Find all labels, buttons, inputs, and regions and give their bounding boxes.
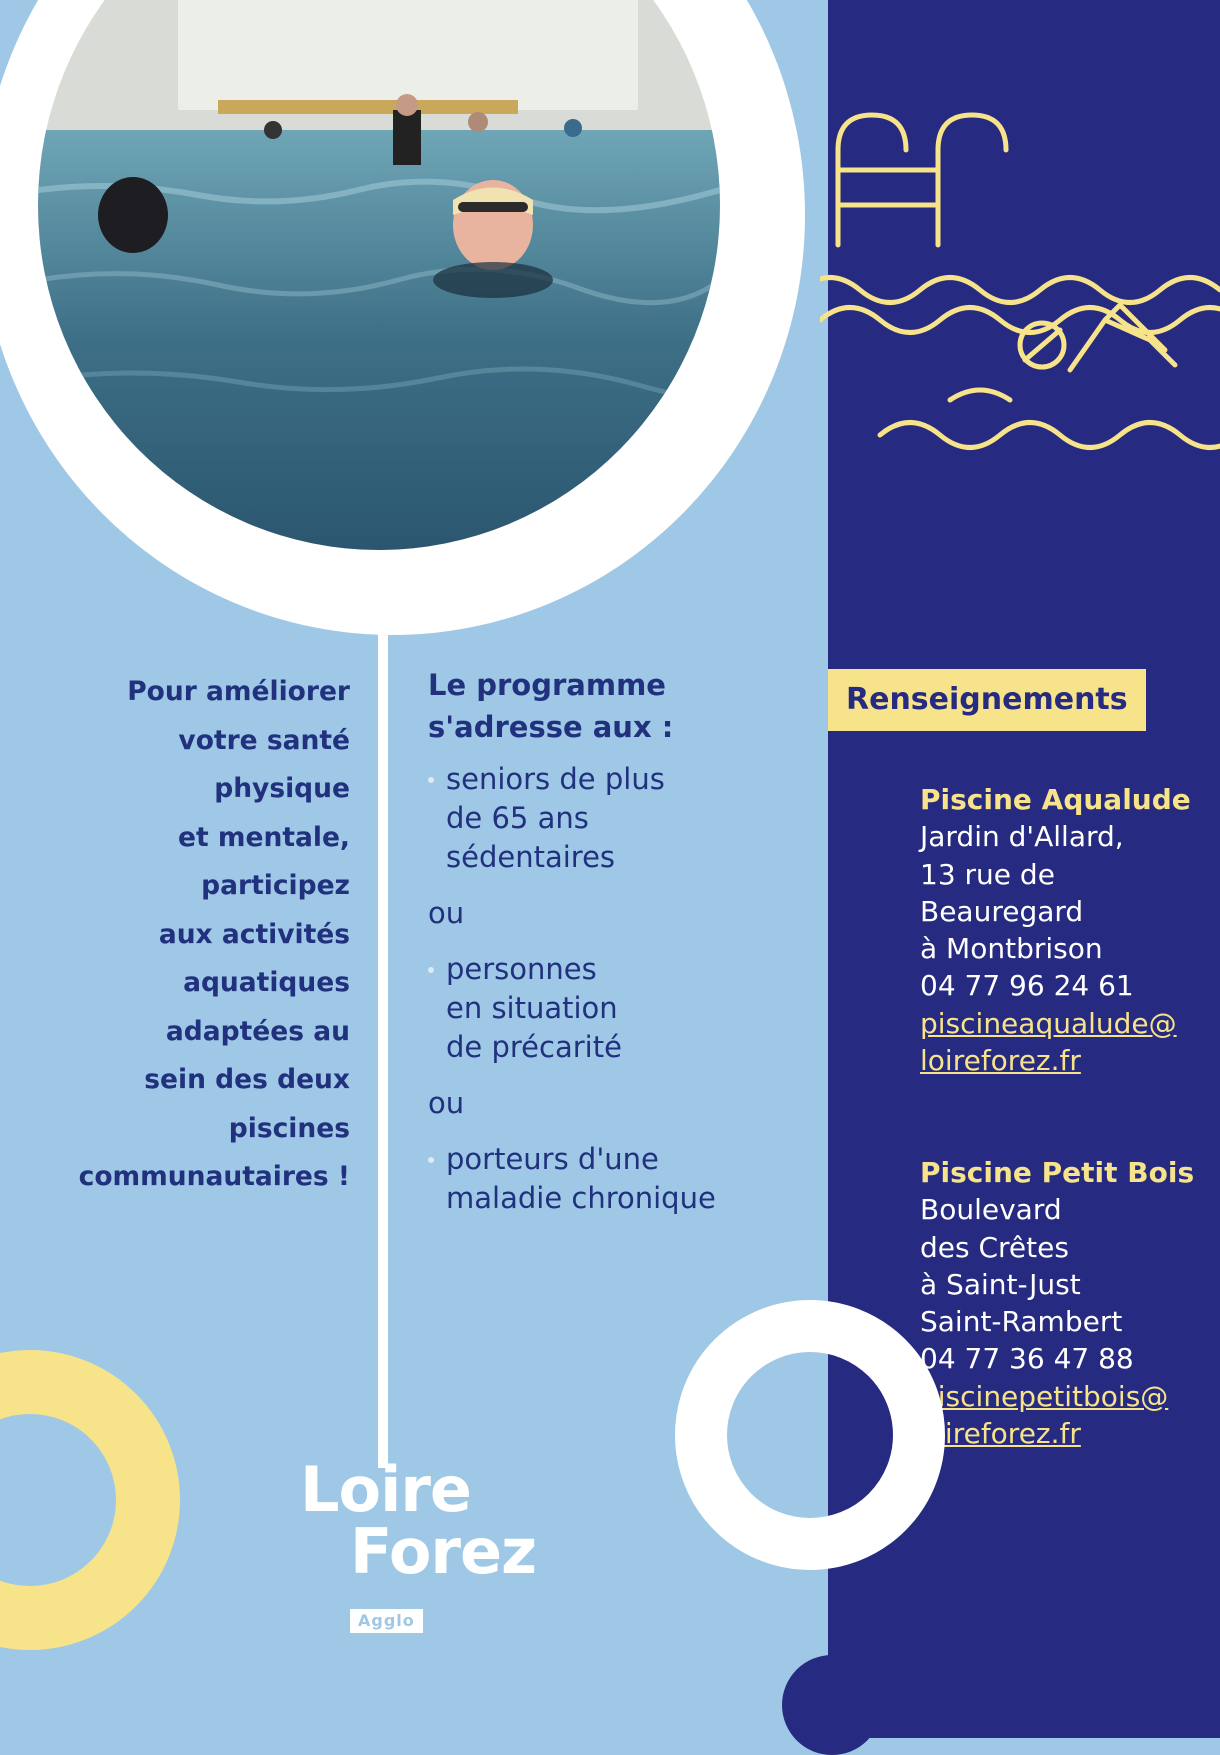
program-item-precarity (428, 950, 808, 1067)
intro-line: Pour améliorer (127, 676, 350, 707)
pool-address-line: des Crêtes (920, 1230, 1069, 1264)
logo-line-forez: Forez (350, 1515, 537, 1588)
intro-line: piscines (228, 1112, 350, 1144)
intro-line: aquatiques (183, 967, 350, 998)
pool-petit-bois (920, 1154, 1194, 1452)
intro-line: participez (201, 870, 350, 901)
intro-line: adaptées au (165, 1015, 350, 1047)
program-title-line: Le programme (428, 668, 666, 702)
pool-name: Piscine Aqualude (920, 783, 1191, 816)
intro-text (40, 668, 350, 1202)
pool-email-line[interactable]: piscinepetitbois@ (920, 1379, 1169, 1413)
bullet-dot (428, 777, 434, 783)
program-item-line: personnes (446, 952, 597, 986)
intro-line: et mentale, (178, 821, 350, 853)
loire-forez-logo (300, 1455, 570, 1640)
intro-line: votre santé (178, 724, 350, 756)
program-item-line: en situation (446, 991, 618, 1025)
pool-email-link[interactable] (920, 1378, 1194, 1453)
program-item-line: seniors de plus (446, 762, 665, 796)
pool-phone: 04 77 96 24 61 (920, 969, 1134, 1003)
intro-line: communautaires ! (78, 1161, 350, 1192)
decorative-white-ring (675, 1300, 945, 1570)
program-section (428, 664, 808, 1235)
pool-aqualude (920, 781, 1191, 1079)
pool-email-line[interactable]: loireforez.fr (920, 1417, 1081, 1451)
pool-address-line: Saint-Rambert (920, 1305, 1123, 1339)
divider-line (378, 620, 388, 1468)
program-item-line: sédentaires (446, 840, 616, 874)
program-item-chronic (428, 1140, 808, 1218)
pool-address-line: 13 rue de (920, 857, 1055, 891)
pool-name: Piscine Petit Bois (920, 1156, 1195, 1189)
logo-agglo-tag: Agglo (350, 1609, 423, 1633)
program-or: ou (428, 1086, 465, 1120)
program-item-line: porteurs d'une (446, 1142, 659, 1176)
info-heading-badge: Renseignements (828, 669, 1146, 731)
pool-address-line: Boulevard (920, 1193, 1062, 1227)
pool-email-line[interactable]: piscineaqualude@ (920, 1006, 1177, 1040)
pool-ladder-swimmer-icon (820, 95, 1220, 455)
bullet-dot (428, 967, 434, 973)
pool-phone: 04 77 36 47 88 (920, 1342, 1134, 1376)
pool-address-line: à Montbrison (920, 932, 1103, 966)
pool-address-line: Beauregard (920, 894, 1084, 928)
intro-line: sein des deux (144, 1064, 350, 1095)
pool-email-line[interactable]: loireforez.fr (920, 1044, 1081, 1078)
pool-address-line: Jardin d'Allard, (920, 820, 1124, 854)
program-item-line: de 65 ans (446, 801, 589, 835)
intro-line: aux activités (158, 918, 350, 950)
program-item-line: de précarité (446, 1030, 622, 1064)
pool-email-link[interactable] (920, 1005, 1191, 1080)
logo-line-loire: Loire (300, 1453, 471, 1526)
program-title-line: s'adresse aux : (428, 710, 674, 744)
pool-address-line: à Saint-Just (920, 1267, 1081, 1301)
program-item-line: maladie chronique (446, 1181, 716, 1215)
program-item-seniors (428, 760, 808, 877)
program-title (428, 664, 808, 748)
intro-line: physique (214, 773, 350, 804)
decorative-navy-dot (782, 1655, 882, 1755)
program-or: ou (428, 896, 465, 930)
bullet-dot (428, 1157, 434, 1163)
